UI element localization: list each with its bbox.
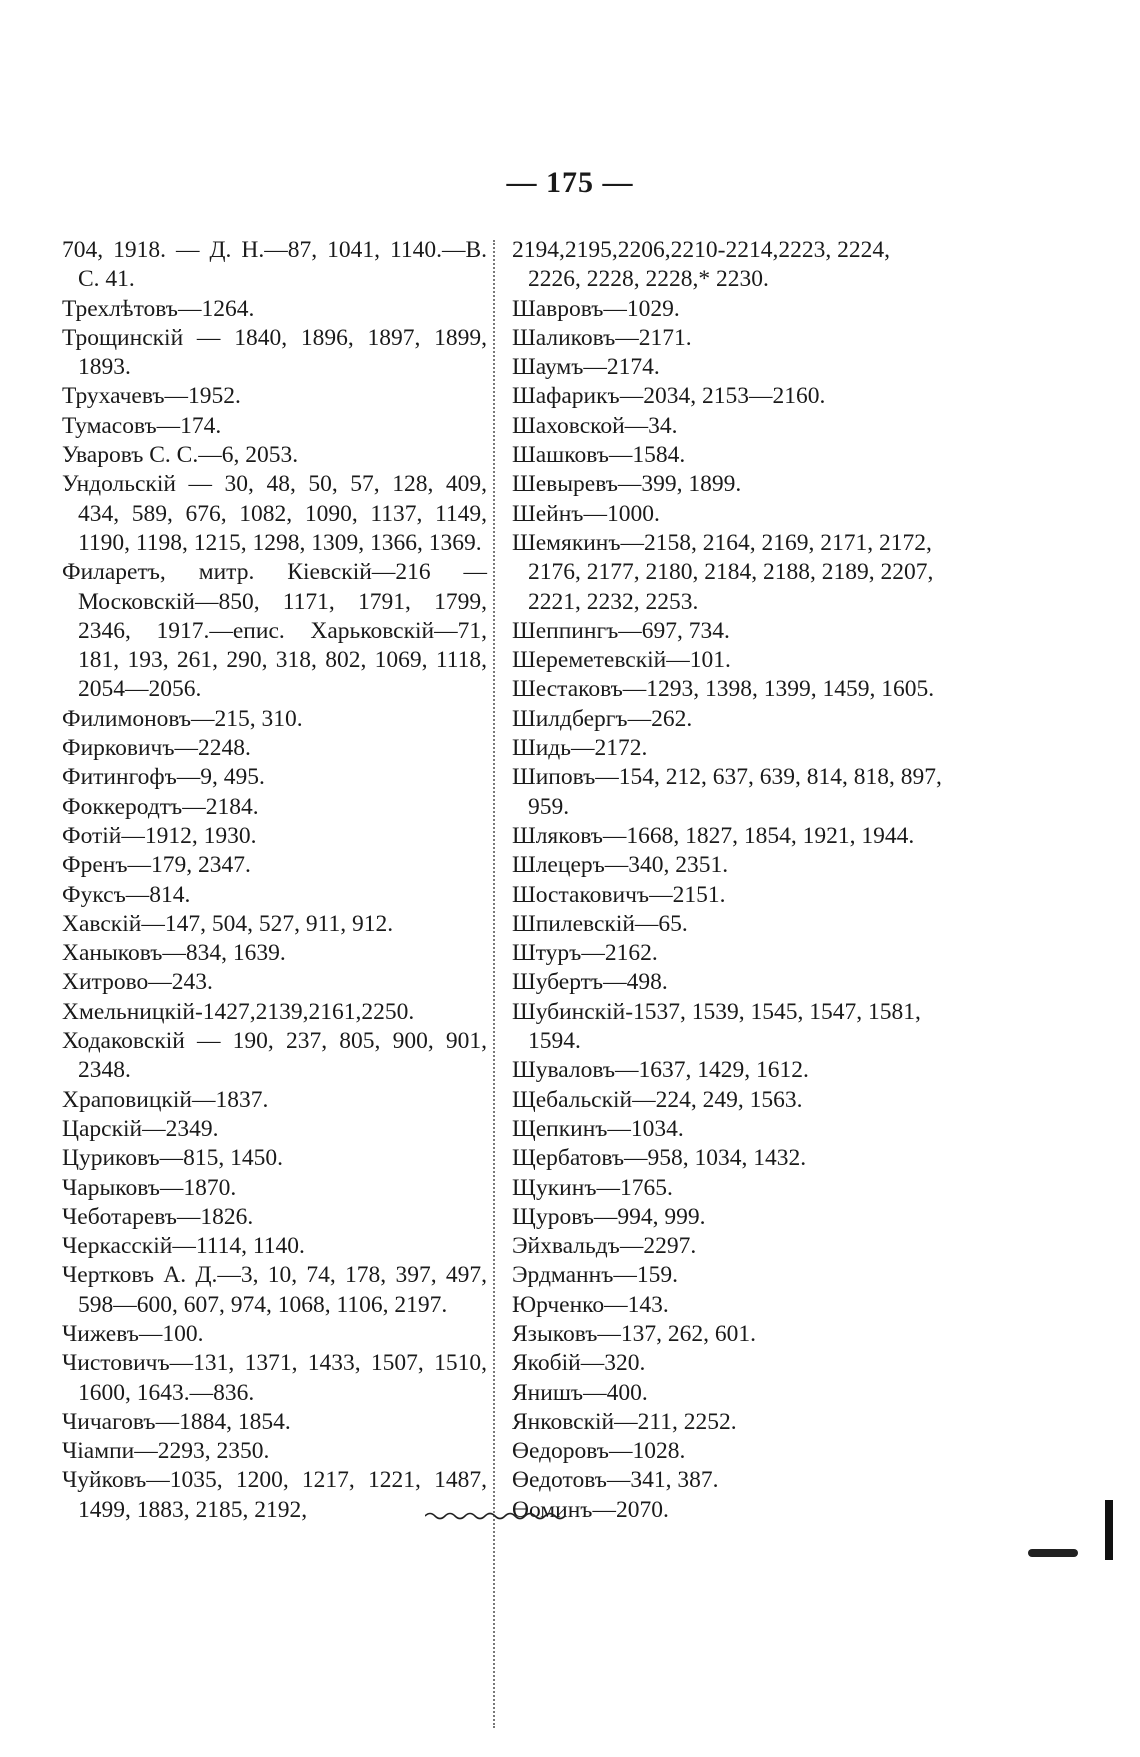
- index-entry: Эйхвальдъ—2297.: [512, 1233, 697, 1260]
- index-entry: Шидь—2172.: [512, 735, 648, 762]
- index-entry: Фотій—1912, 1930.: [62, 822, 257, 849]
- index-entry: Шпилевскій—65.: [512, 910, 688, 937]
- index-entry: Филаретъ, митр. Кіевскій—216 —Московскій—850, 1171, 1791, 1799, 2346, 1917.—епис. Харьковскій—71, 181, 193, 261, 290, 318, 802, 1069, 1118, 2054—2056.: [62, 559, 487, 703]
- index-entry: Шаликовъ—2171.: [512, 324, 692, 351]
- index-entry: Шаховской—34.: [512, 412, 678, 439]
- index-entry: Чарыковъ—1870.: [62, 1174, 237, 1201]
- index-entry: Эрдманнъ—159.: [512, 1262, 678, 1289]
- index-entry: Ундольскій — 30, 48, 50, 57, 128, 409, 434, 589, 676, 1082, 1090, 1137, 1149, 1190, 1198, 1215, 1298, 1309, 1366, 1369.: [62, 471, 487, 556]
- index-entry: Хавскій—147, 504, 527, 911, 912.: [62, 910, 394, 937]
- index-entry: Шаумъ—2174.: [512, 354, 660, 381]
- index-entry: Шлецеръ—340, 2351.: [512, 852, 729, 879]
- index-entry: Ханыковъ—834, 1639.: [62, 940, 286, 967]
- index-entry: Якобій—320.: [512, 1350, 646, 1377]
- index-entry: 704, 1918. — Д. Н.—87, 1041, 1140.—В. С. 41.: [62, 237, 487, 293]
- index-entry: Штуръ—2162.: [512, 940, 658, 967]
- index-entry: Уваровъ С. С.—6, 2053.: [62, 442, 299, 469]
- index-entry: Трощинскій — 1840, 1896, 1897, 1899, 1893.: [62, 324, 487, 381]
- index-entry: Хмельницкій-1427,2139,2161,2250.: [62, 998, 415, 1025]
- index-entry: Языковъ—137, 262, 601.: [512, 1320, 757, 1347]
- index-entry: Тумасовъ—174.: [62, 412, 222, 439]
- index-entry: Хитрово—243.: [62, 969, 213, 996]
- index-entry: Шашковъ—1584.: [512, 442, 686, 469]
- index-entry: Шафарикъ—2034, 2153—2160.: [512, 383, 826, 410]
- page-number: — 175 —: [506, 166, 634, 199]
- margin-smudge: [1028, 1549, 1078, 1557]
- index-entry: Ходаковскій — 190, 237, 805, 900, 901, 2348.: [62, 1028, 487, 1084]
- right-index-column: [512, 236, 944, 1525]
- index-entry: Щепкинъ—1034.: [512, 1115, 684, 1142]
- index-entry: Черкасскій—1114, 1140.: [62, 1233, 305, 1260]
- index-entry: Шиповъ—154, 212, 637, 639, 814, 818, 897, 959.: [512, 764, 942, 820]
- index-entry: Өоминъ—2070.: [512, 1496, 669, 1523]
- index-entry: Шуваловъ—1637, 1429, 1612.: [512, 1057, 809, 1084]
- index-entry: Өедотовъ—341, 387.: [512, 1467, 719, 1494]
- index-entry: Чуйковъ—1035, 1200, 1217, 1221, 1487, 1499, 1883, 2185, 2192,: [62, 1467, 487, 1523]
- index-entry: Чижевъ—100.: [62, 1320, 204, 1347]
- index-entry: Юрченко—143.: [512, 1291, 669, 1318]
- index-entry: Чистовичъ—131, 1371, 1433, 1507, 1510, 1600, 1643.—836.: [62, 1350, 487, 1406]
- index-entry: Шляковъ—1668, 1827, 1854, 1921, 1944.: [512, 822, 915, 849]
- index-entry: Шестаковъ—1293, 1398, 1399, 1459, 1605.: [512, 676, 935, 703]
- index-entry: Трехлѣтовъ—1264.: [62, 295, 255, 322]
- index-entry: 2194,2195,2206,2210-2214,2223, 2224, 2226, 2228, 2228,* 2230.: [512, 237, 890, 293]
- index-entry: Шубинскій-1537, 1539, 1545, 1547, 1581, 1594.: [512, 998, 921, 1055]
- index-entry: Чертковъ А. Д.—3, 10, 74, 178, 397, 497, 598—600, 607, 974, 1068, 1106, 2197.: [62, 1262, 487, 1318]
- index-entry: Щуровъ—994, 999.: [512, 1203, 706, 1230]
- index-entry: Шилдбергъ—262.: [512, 705, 693, 732]
- index-entry: Шевыревъ—399, 1899.: [512, 471, 742, 498]
- index-entry: Филимоновъ—215, 310.: [62, 705, 303, 732]
- index-entry: Храповицкій—1837.: [62, 1086, 269, 1113]
- index-entry: Чичаговъ—1884, 1854.: [62, 1408, 291, 1435]
- margin-mark: [1105, 1500, 1113, 1560]
- index-entry: Щербатовъ—958, 1034, 1432.: [512, 1145, 807, 1172]
- column-divider: [493, 240, 495, 1728]
- index-entry: Царскій—2349.: [62, 1115, 219, 1142]
- index-entry: Френъ—179, 2347.: [62, 852, 251, 879]
- index-entry: Чеботаревъ—1826.: [62, 1203, 254, 1230]
- index-entry: Шемякинъ—2158, 2164, 2169, 2171, 2172, 2176, 2177, 2180, 2184, 2188, 2189, 2207, 2221, 2232, 2253.: [512, 529, 934, 615]
- index-entry: Трухачевъ—1952.: [62, 383, 241, 410]
- index-entry: Шереметевскій—101.: [512, 647, 731, 674]
- index-entry: Чіампи—2293, 2350.: [62, 1438, 270, 1465]
- index-entry: Янишъ—400.: [512, 1379, 648, 1406]
- index-entry: Фоккеродтъ—2184.: [62, 793, 259, 820]
- index-entry: Шавровъ—1029.: [512, 295, 680, 322]
- index-entry: Янковскій—211, 2252.: [512, 1408, 737, 1435]
- index-entry: Фитингофъ—9, 495.: [62, 764, 265, 791]
- index-entry: Шубертъ—498.: [512, 969, 668, 996]
- index-entry: Шостаковичъ—2151.: [512, 881, 726, 908]
- index-entry: Фуксъ—814.: [62, 881, 191, 908]
- index-entry: Щукинъ—1765.: [512, 1174, 673, 1201]
- index-entry: Фирковичъ—2248.: [62, 735, 251, 762]
- index-entry: Шейнъ—1000.: [512, 500, 660, 527]
- index-entry: Шеппингъ—697, 734.: [512, 617, 730, 644]
- left-index-column: [62, 236, 487, 1525]
- index-entry: Цуриковъ—815, 1450.: [62, 1145, 284, 1172]
- index-entry: Өедоровъ—1028.: [512, 1438, 686, 1465]
- end-ornament: [425, 1510, 565, 1522]
- index-entry: Щебальскій—224, 249, 1563.: [512, 1086, 803, 1113]
